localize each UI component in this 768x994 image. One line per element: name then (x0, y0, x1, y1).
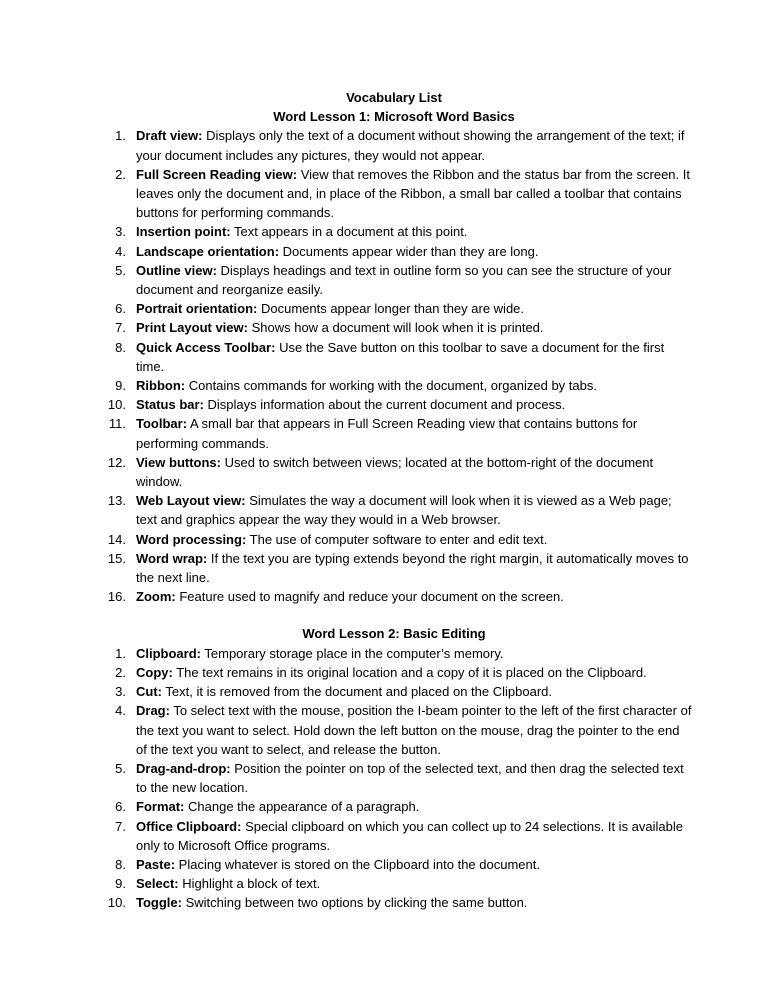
item-term: Zoom: (136, 589, 176, 605)
item-definition: Use the Save button on this toolbar to save a document for the first time. (136, 339, 665, 374)
item-term: View buttons: (136, 454, 221, 470)
item-definition: If the text you are typing extends beyond the right margin, it automatically moves to the next line. (136, 550, 689, 586)
item-term: Print Layout view: (136, 320, 248, 336)
list-item (96, 453, 692, 491)
list-item (96, 530, 692, 549)
item-number: 15. (107, 550, 126, 566)
item-term: Toolbar: (136, 416, 188, 432)
list-item (96, 318, 692, 337)
item-number: 16. (107, 589, 126, 605)
item-term: Ribbon: (136, 378, 186, 394)
item-number: 6. (115, 301, 126, 317)
item-number: 5. (115, 262, 126, 278)
item-number: 4. (115, 243, 126, 259)
item-definition: Highlight a block of text. (182, 876, 321, 892)
list-item (96, 701, 692, 759)
item-definition: Used to switch between views; located at the bottom-right of the document window. (136, 454, 654, 490)
item-number: 12. (107, 454, 126, 470)
item-number: 2. (115, 664, 126, 680)
item-definition: Documents appear wider than they are long. (282, 243, 539, 259)
item-term: Status bar: (136, 397, 204, 413)
list-item (96, 165, 692, 223)
item-definition: Special clipboard on which you can collect up to 24 selections. It is available only to Microsoft Office programs. (136, 818, 683, 853)
section-spacer (96, 606, 692, 624)
item-number: 8. (115, 856, 126, 872)
item-term: Insertion point: (136, 224, 231, 240)
item-definition: Shows how a document will look when it is printed. (251, 320, 544, 336)
item-number: 10. (107, 895, 126, 911)
item-number: 10. (107, 397, 126, 413)
list-item (96, 376, 692, 395)
item-term: Web Layout view: (136, 493, 246, 509)
list-item (96, 549, 692, 587)
list-item (96, 855, 692, 874)
list-item (96, 222, 692, 241)
item-term: Quick Access Toolbar: (136, 339, 276, 355)
lesson1-heading: Word Lesson 1: Microsoft Word Basics (273, 109, 515, 125)
item-definition: Simulates the way a document will look when it is viewed as a Web page; text and graphics appear the way they would in a Web browser. (136, 493, 672, 528)
item-number: 6. (115, 799, 126, 815)
list-item (96, 874, 692, 893)
lesson2-list (96, 644, 692, 913)
list-item (96, 587, 692, 606)
item-number: 14. (107, 531, 126, 547)
lesson1-list (96, 126, 692, 606)
item-term: Select: (136, 876, 179, 892)
list-item (96, 414, 692, 452)
list-item (96, 797, 692, 816)
item-term: Full Screen Reading view: (136, 166, 298, 182)
document-body (96, 88, 692, 913)
item-term: Landscape orientation: (136, 243, 280, 259)
list-item (96, 242, 692, 261)
list-item (96, 682, 692, 701)
item-definition: Displays headings and text in outline form so you can see the structure of your document and reorganize easily. (136, 262, 672, 298)
item-term: Clipboard: (136, 645, 201, 661)
item-term: Draft view: (136, 128, 203, 144)
item-definition: Displays only the text of a document without showing the arrangement of the text; if your document includes any pictures, they would not appear. (136, 128, 685, 163)
item-definition: The text remains in its original location and a copy of it is placed on the Clipboard. (176, 664, 647, 680)
list-item (96, 663, 692, 682)
item-number: 5. (115, 760, 126, 776)
item-term: Paste: (136, 856, 176, 872)
item-definition: Temporary storage place in the computer’s memory. (204, 645, 504, 661)
item-definition: Contains commands for working with the document, organized by tabs. (188, 378, 597, 394)
item-number: 2. (115, 166, 126, 182)
item-definition: Documents appear longer than they are wide. (260, 301, 525, 317)
item-number: 3. (115, 224, 126, 240)
list-item (96, 817, 692, 855)
item-number: 9. (115, 876, 126, 892)
item-number: 4. (115, 703, 126, 719)
item-number: 7. (115, 320, 126, 336)
item-number: 7. (115, 818, 126, 834)
item-definition: Text, it is removed from the document and placed on the Clipboard. (165, 684, 552, 700)
item-definition: Change the appearance of a paragraph. (188, 799, 420, 815)
item-definition: Text appears in a document at this point. (234, 224, 468, 240)
item-term: Word processing: (136, 531, 247, 547)
item-term: Format: (136, 799, 185, 815)
item-term: Copy: (136, 664, 173, 680)
list-item (96, 338, 692, 376)
item-term: Word wrap: (136, 550, 208, 566)
item-definition: To select text with the mouse, position the I-beam pointer to the left of the first character of the text you want to select. Hold down the left button on the mouse, drag the pointer to the end of the text you want to select, and release the button. (136, 703, 692, 757)
item-number: 11. (108, 416, 126, 432)
item-number: 13. (107, 493, 126, 509)
item-definition: Placing whatever is stored on the Clipboard into the document. (178, 856, 540, 872)
item-definition: The use of computer software to enter and edit text. (249, 531, 548, 547)
item-definition: Switching between two options by clicking the same button. (185, 895, 528, 911)
item-definition: A small bar that appears in Full Screen Reading view that contains buttons for performing commands. (136, 416, 638, 451)
item-number: 9. (115, 378, 126, 394)
item-number: 1. (115, 128, 126, 144)
item-term: Drag-and-drop: (136, 760, 231, 776)
item-number: 1. (115, 645, 126, 661)
document-title: Vocabulary List (346, 90, 442, 105)
item-term: Cut: (136, 684, 162, 700)
list-item (96, 299, 692, 318)
list-item (96, 491, 692, 529)
list-item (96, 261, 692, 299)
lesson2-heading: Word Lesson 2: Basic Editing (302, 626, 486, 642)
item-number: 3. (115, 684, 126, 700)
list-item (96, 644, 692, 663)
item-definition: Position the pointer on top of the selected text, and then drag the selected text to the new location. (136, 760, 684, 796)
item-number: 8. (115, 339, 126, 355)
item-term: Drag: (136, 703, 170, 719)
list-item (96, 759, 692, 797)
item-term: Toggle: (136, 895, 182, 911)
item-definition: View that removes the Ribbon and the status bar from the screen. It leaves only the document and, in place of the Ribbon, a small bar called a toolbar that contains buttons for performing commands. (136, 166, 690, 221)
item-definition: Feature used to magnify and reduce your document on the screen. (179, 589, 564, 605)
item-term: Office Clipboard: (136, 818, 242, 834)
item-term: Outline view: (136, 262, 217, 278)
item-definition: Displays information about the current document and process. (207, 397, 566, 413)
list-item (96, 395, 692, 414)
item-term: Portrait orientation: (136, 301, 258, 317)
list-item (96, 126, 692, 164)
list-item (96, 893, 692, 912)
